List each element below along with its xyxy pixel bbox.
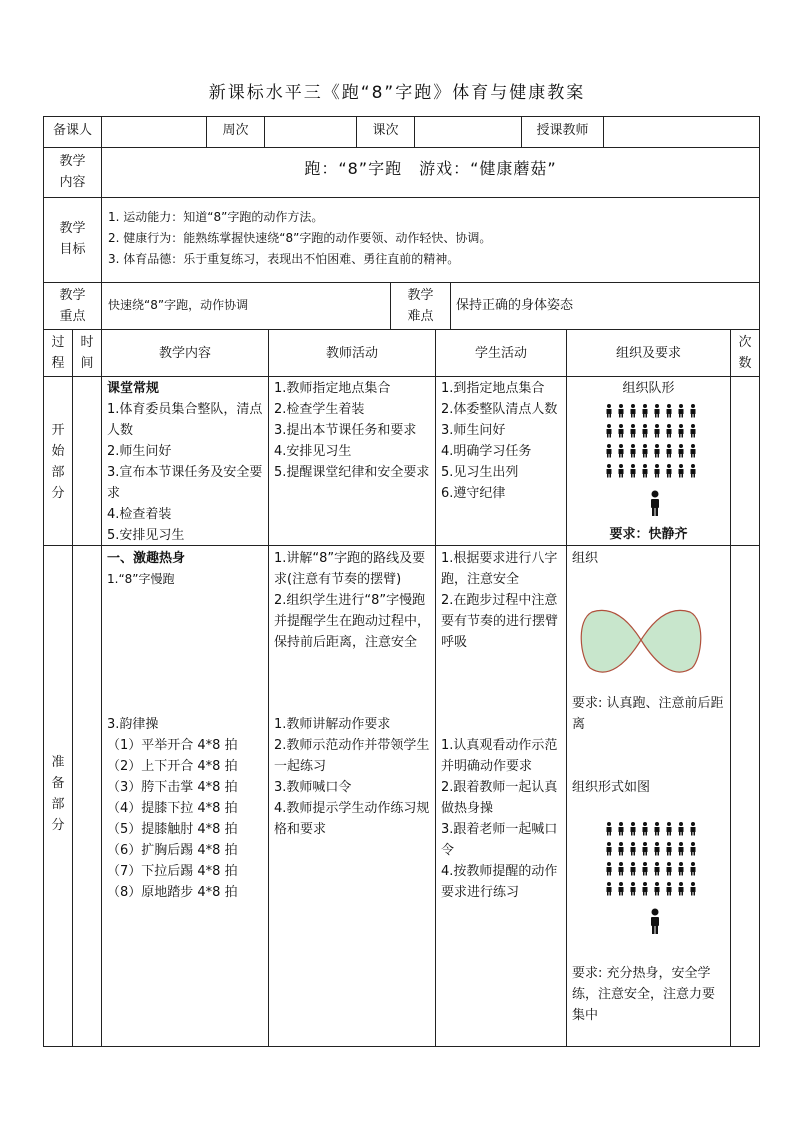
difficulty-value: 保持正确的身体姿态	[456, 298, 574, 313]
student-figure-icon	[691, 822, 696, 836]
prep-org-b-title: 组织形式如图	[572, 780, 651, 795]
key-value: 快速绕“8”字跑，动作协调	[108, 298, 249, 312]
teacher-label: 备课人	[52, 123, 92, 138]
exercise-item: （5）提膝触肘 4*8 拍	[107, 822, 238, 837]
prep-teacher-activity-b: 1.教师讲解动作要求 2.教师示范动作并带领学生一起练习 3.教师喊口令 4.教师提示学生动作练习规格和要求	[274, 717, 430, 837]
student-figure-icon	[619, 882, 624, 896]
student-figure-icon	[691, 882, 696, 896]
start-student-activity: 1.到指定地点集合 2.体委整队清点人数 3.师生问好 4.明确学习任务 5.见习生出列 6.遵守纪律	[441, 381, 558, 501]
prep-section-label: 准 备 部 分	[51, 755, 65, 833]
student-figure-icon	[643, 404, 648, 418]
student-figure-icon	[667, 424, 672, 438]
student-figure-icon	[667, 882, 672, 896]
student-figure-icon	[643, 882, 648, 896]
student-figure-icon	[607, 444, 612, 458]
student-figure-icon	[643, 822, 648, 836]
student-figure-icon	[667, 464, 672, 478]
exercise-item: （7）下拉后踢 4*8 拍	[107, 864, 238, 879]
goals-label: 教学 目标	[59, 221, 86, 257]
col-time: 时 间	[80, 335, 94, 371]
student-figure-icon	[631, 862, 636, 876]
teacher-figure-icon	[651, 909, 659, 935]
formation-diagram	[600, 400, 700, 520]
start-org-requirement: 要求：快静齐	[609, 527, 688, 542]
student-figure-icon	[679, 822, 684, 836]
student-figure-icon	[643, 424, 648, 438]
start-teacher-activity: 1.教师指定地点集合 2.检查学生着装 3.提出本节课任务和要求 4.安排见习生 5.提醒课堂纪律和安全要求	[274, 381, 430, 480]
exercise-item: （8）原地踏步 4*8 拍	[107, 885, 238, 900]
student-figure-icon	[619, 822, 624, 836]
student-figure-icon	[679, 444, 684, 458]
formation-diagram	[600, 818, 700, 938]
student-figure-icon	[679, 862, 684, 876]
col-teacher: 教师活动	[325, 346, 378, 361]
lesson-label: 课次	[372, 123, 399, 138]
student-figure-icon	[679, 424, 684, 438]
col-count: 次 数	[738, 335, 752, 371]
student-figure-icon	[631, 842, 636, 856]
student-figure-icon	[643, 464, 648, 478]
prep-item-1: 1.“8”字慢跑	[107, 572, 175, 586]
student-figure-icon	[607, 822, 612, 836]
student-figure-icon	[643, 842, 648, 856]
student-figure-icon	[619, 444, 624, 458]
start-section-label: 开 始 部 分	[51, 423, 65, 501]
content-value: 跑：“8”字跑 游戏：“健康蘑菇”	[304, 159, 557, 178]
prep-student-activity-b: 1.认真观看动作示范并明确动作要求 2.跟着教师一起认真做热身操 3.跟着老师一起喊口令 4.按教师提醒的动作要求进行练习	[441, 738, 558, 900]
page-title: 新课标水平三《跑“8”字跑》体育与健康教案	[208, 83, 586, 103]
student-figure-icon	[619, 404, 624, 418]
col-process: 过 程	[51, 335, 65, 371]
student-figure-icon	[631, 404, 636, 418]
exercise-item: （1）平举开合 4*8 拍	[107, 738, 238, 753]
goal-item: 1. 运动能力：知道“8”字跑的动作方法。	[108, 210, 324, 224]
exercise-list	[107, 735, 265, 903]
start-content-title: 课堂常规	[107, 381, 160, 396]
student-figure-icon	[691, 424, 696, 438]
student-formation-icons	[607, 404, 696, 478]
student-figure-icon	[667, 444, 672, 458]
student-figure-icon	[619, 424, 624, 438]
start-org-title: 组织队形	[622, 381, 675, 396]
student-figure-icon	[691, 404, 696, 418]
student-figure-icon	[667, 862, 672, 876]
student-figure-icon	[691, 842, 696, 856]
student-figure-icon	[667, 404, 672, 418]
start-content-body: 1.体育委员集合整队，清点人数 2.师生问好 3.宣布本节课任务及安全要求 4.检查着装 5.安排见习生	[107, 402, 263, 543]
student-figure-icon	[619, 842, 624, 856]
student-figure-icon	[655, 822, 660, 836]
student-figure-icon	[607, 404, 612, 418]
prep-section-title: 一、激趣热身	[107, 551, 186, 566]
difficulty-label: 教学 难点	[407, 288, 434, 324]
col-student: 学生活动	[474, 346, 527, 361]
student-figure-icon	[655, 842, 660, 856]
key-label: 教学 重点	[59, 288, 86, 324]
student-figure-icon	[655, 464, 660, 478]
prep-teacher-activity-a: 1.讲解“8”字跑的路线及要求(注意有节奏的摆臂) 2.组织学生进行“8”字慢跑并提醒学生在跑动过程中，保持前后距离，注意安全	[274, 551, 431, 650]
week-label: 周次	[222, 123, 249, 138]
student-figure-icon	[691, 862, 696, 876]
instructor-label: 授课教师	[536, 123, 589, 138]
col-content: 教学内容	[158, 346, 211, 361]
student-figure-icon	[655, 424, 660, 438]
exercise-item: （4）提膝下拉 4*8 拍	[107, 801, 238, 816]
student-figure-icon	[619, 862, 624, 876]
student-figure-icon	[679, 404, 684, 418]
prep-student-activity-a: 1.根据要求进行八字跑，注意安全 2.在跑步过程中注意要有节奏的进行摆臂呼吸	[441, 551, 559, 650]
student-figure-icon	[643, 444, 648, 458]
figure-eight-route-diagram	[578, 600, 704, 680]
student-figure-icon	[667, 822, 672, 836]
goal-item: 2. 健康行为：能熟练掌握快速绕“8”字跑的动作要领、动作轻快、协调。	[108, 231, 492, 245]
student-figure-icon	[643, 862, 648, 876]
student-figure-icon	[607, 862, 612, 876]
col-org: 组织及要求	[615, 346, 681, 361]
student-figure-icon	[631, 882, 636, 896]
student-figure-icon	[655, 444, 660, 458]
prep-org-b-requirement: 要求: 充分热身，安全学练，注意安全，注意力要集中	[572, 966, 716, 1023]
exercise-item: （3）胯下击掌 4*8 拍	[107, 780, 238, 795]
student-figure-icon	[631, 822, 636, 836]
student-formation-icons	[607, 822, 696, 896]
student-figure-icon	[679, 464, 684, 478]
student-figure-icon	[607, 424, 612, 438]
student-figure-icon	[631, 444, 636, 458]
exercise-item: （2）上下开合 4*8 拍	[107, 759, 238, 774]
student-figure-icon	[667, 842, 672, 856]
teacher-figure-icon	[651, 491, 659, 517]
goal-item: 3. 体育品德：乐于重复练习，表现出不怕困难、勇往直前的精神。	[108, 252, 460, 266]
student-figure-icon	[631, 424, 636, 438]
exercise-item: （6）扩胸后踢 4*8 拍	[107, 843, 238, 858]
student-figure-icon	[655, 404, 660, 418]
prep-org-a-title: 组织	[572, 551, 599, 566]
student-figure-icon	[655, 882, 660, 896]
student-figure-icon	[655, 862, 660, 876]
prep-item-3-title: 3.韵律操	[107, 717, 159, 732]
student-figure-icon	[631, 464, 636, 478]
student-figure-icon	[679, 882, 684, 896]
student-figure-icon	[607, 882, 612, 896]
student-figure-icon	[691, 464, 696, 478]
student-figure-icon	[607, 842, 612, 856]
student-figure-icon	[607, 464, 612, 478]
prep-org-a-requirement: 要求: 认真跑、注意前后距离	[572, 696, 724, 732]
content-label: 教学 内容	[59, 154, 86, 190]
student-figure-icon	[691, 444, 696, 458]
student-figure-icon	[679, 842, 684, 856]
student-figure-icon	[619, 464, 624, 478]
